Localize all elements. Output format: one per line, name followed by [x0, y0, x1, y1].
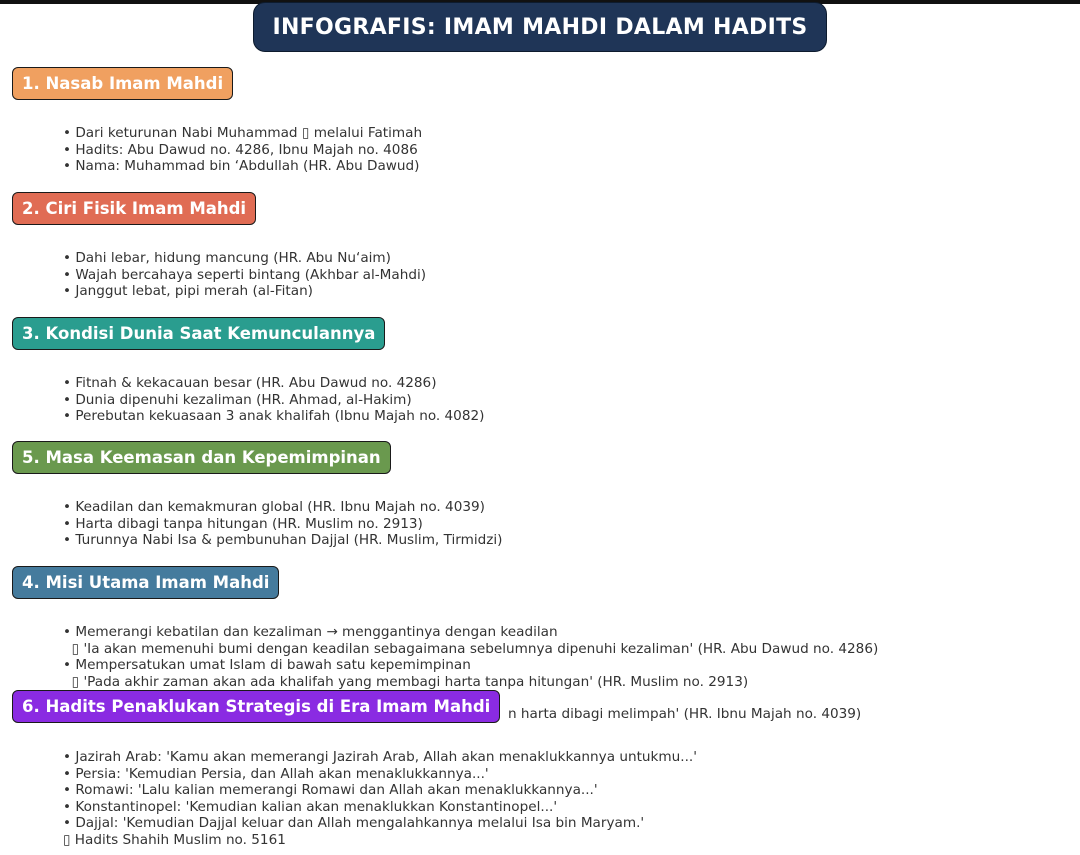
list-item: • Memerangi kebatilan dan kezaliman → menggantinya dengan keadilan	[63, 624, 558, 640]
list-item: • Dari keturunan Nabi Muhammad ▯ melalui Fatimah	[63, 125, 423, 141]
list-item: • Wajah bercahaya seperti bintang (Akhbar al-Mahdi)	[63, 266, 427, 283]
list-item: • Nama: Muhammad bin ‘Abdullah (HR. Abu Dawud)	[63, 158, 420, 175]
hadith-source-note: ▯ Hadits Shahih Muslim no. 5161	[63, 831, 286, 848]
section-list-ciri-fisik	[63, 250, 426, 300]
list-item: ▯ 'Ia akan memenuhi bumi dengan keadilan sebagaimana sebelumnya dipenuhi kezaliman' (HR. Abu Dawud no. 4286)	[63, 640, 879, 657]
list-item: • Harta dibagi tanpa hitungan (HR. Muslim no. 2913)	[63, 515, 423, 532]
list-item: • Dajjal: 'Kemudian Dajjal keluar dan Allah mengalahkannya melalui Isa bin Maryam.'	[63, 815, 645, 832]
section-list-penaklukan	[63, 749, 697, 849]
section-header-penaklukan: 6. Hadits Penaklukan Strategis di Era Imam Mahdi	[12, 690, 500, 723]
section-list-masa-keemasan	[63, 499, 502, 549]
list-item: • Jazirah Arab: 'Kamu akan memerangi Jazirah Arab, Allah akan menaklukkannya untukmu...'	[63, 749, 697, 765]
list-item: • Janggut lebat, pipi merah (al-Fitan)	[63, 283, 313, 300]
overlapped-text-fragment: n harta dibagi melimpah' (HR. Ibnu Majah no. 4039)	[508, 706, 862, 722]
section-header-masa-keemasan: 5. Masa Keemasan dan Kepemimpinan	[12, 441, 391, 474]
list-item: • Turunnya Nabi Isa & pembunuhan Dajjal (HR. Muslim, Tirmidzi)	[63, 532, 503, 549]
list-item: • Dahi lebar, hidung mancung (HR. Abu Nu‘aim)	[63, 250, 391, 266]
list-item: • Persia: 'Kemudian Persia, dan Allah akan menaklukkannya...'	[63, 765, 489, 782]
page-title: INFOGRAFIS: IMAM MAHDI DALAM HADITS	[253, 2, 827, 52]
list-item: • Hadits: Abu Dawud no. 4286, Ibnu Majah no. 4086	[63, 141, 418, 158]
section-header-nasab: 1. Nasab Imam Mahdi	[12, 67, 233, 100]
section-list-nasab	[63, 125, 422, 175]
list-item: • Dunia dipenuhi kezaliman (HR. Ahmad, al-Hakim)	[63, 391, 412, 408]
list-item: • Mempersatukan umat Islam di bawah satu kepemimpinan	[63, 657, 471, 674]
section-header-misi-utama: 4. Misi Utama Imam Mahdi	[12, 566, 279, 599]
list-item: • Fitnah & kekacauan besar (HR. Abu Dawud no. 4286)	[63, 375, 437, 391]
section-list-kondisi-dunia	[63, 375, 484, 425]
list-item: • Romawi: 'Lalu kalian memerangi Romawi dan Allah akan menaklukkannya...'	[63, 782, 598, 799]
list-item: ▯ 'Pada akhir zaman akan ada khalifah yang membagi harta tanpa hitungan' (HR. Muslim no. 2913)	[63, 673, 749, 690]
list-item: • Keadilan dan kemakmuran global (HR. Ibnu Majah no. 4039)	[63, 499, 485, 515]
list-item: • Konstantinopel: 'Kemudian kalian akan menaklukkan Konstantinopel...'	[63, 798, 558, 815]
section-list-misi-utama	[63, 624, 878, 690]
section-header-kondisi-dunia: 3. Kondisi Dunia Saat Kemunculannya	[12, 317, 385, 350]
list-item: • Perebutan kekuasaan 3 anak khalifah (Ibnu Majah no. 4082)	[63, 408, 485, 425]
section-header-ciri-fisik: 2. Ciri Fisik Imam Mahdi	[12, 192, 256, 225]
